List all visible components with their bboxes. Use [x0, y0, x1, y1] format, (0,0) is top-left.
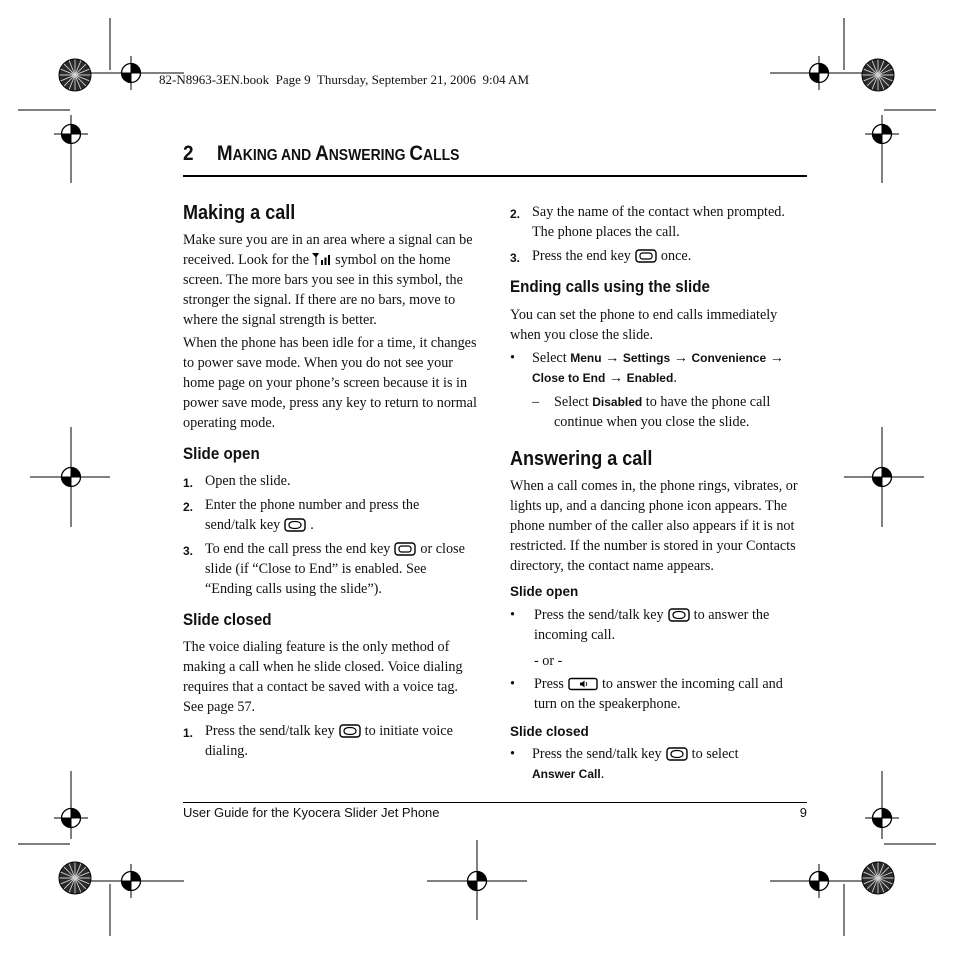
file-info-header: 82-N8963-3EN.book Page 9 Thursday, September 21, 2006 9:04 AM	[159, 72, 530, 87]
speaker-key-icon	[568, 677, 598, 691]
footer-page-number: 9	[799, 805, 807, 820]
end-key-icon	[635, 249, 657, 263]
footer-rule	[183, 802, 807, 803]
chapter-title-part: M	[216, 142, 233, 165]
step-text: or close slide (if “Close to End” is enabled. See “Ending calls using the slide”).	[205, 541, 465, 597]
step-text: Select	[532, 350, 567, 366]
step-text: Press the send/talk key	[534, 607, 664, 623]
send-talk-key-icon	[339, 724, 361, 738]
step-text: to select	[691, 746, 739, 762]
paragraph-text: Make sure you are in an area where a signal can be received. Look for the	[183, 232, 473, 268]
arrow-glyph: →	[608, 370, 624, 386]
answer-slide-open-heading: Slide open	[510, 584, 579, 599]
making-call-paragraph-2: When the phone has been idle for a time, it changes to power save mode. When you do not see your home page on your phone’s screen because it is in power save mode, press any key to return to normal operating mode.	[183, 335, 477, 431]
slide-open-step-3	[183, 539, 481, 599]
chapter-rule	[183, 175, 807, 177]
dash-glyph: –	[532, 394, 540, 410]
send-talk-key-icon	[284, 518, 306, 532]
step-text: .	[673, 370, 677, 386]
step-number: 1.	[183, 726, 194, 740]
answer-slide-closed-heading: Slide closed	[510, 724, 589, 739]
step-text: Press the send/talk key	[205, 723, 335, 739]
chapter-title-part: C	[409, 142, 423, 165]
menu-path-item: Disabled	[592, 395, 643, 409]
send-talk-key-icon	[668, 608, 690, 622]
paragraph-text: symbol on the home screen. The more bars you see in this symbol, the stronger the signal. If there are no bars, move to where the signal strength is better.	[183, 252, 463, 328]
bullet-glyph: •	[510, 746, 515, 762]
step-text: .	[310, 517, 314, 533]
or-separator: - or -	[534, 653, 563, 669]
slide-closed-step-1	[183, 721, 481, 761]
step-text: Press the send/talk key	[532, 746, 662, 762]
step-text: Say the name of the contact when prompted. The phone places the call.	[532, 204, 785, 240]
send-talk-key-icon	[666, 747, 688, 761]
bullet-glyph: •	[510, 676, 515, 692]
menu-path-item: Settings	[622, 351, 671, 365]
slide-open-step-2	[183, 495, 481, 535]
arrow-glyph: →	[769, 350, 784, 366]
step-number: 3.	[183, 544, 194, 558]
step-text: To end the call press the end key	[205, 541, 391, 557]
arrow-glyph: →	[605, 350, 620, 366]
answering-call-paragraph: When a call comes in, the phone rings, vibrates, or lights up, and a dancing phone icon appears. The phone number of the caller also appears if it is not restricted. If the number is stored in your Contacts directory, the contact name appears.	[510, 478, 798, 574]
footer-guide-title: User Guide for the Kyocera Slider Jet Phone	[183, 805, 440, 820]
menu-path-item: Convenience	[691, 351, 767, 365]
voice-step-3	[510, 246, 806, 266]
step-text: Select	[554, 394, 589, 410]
voice-step-2	[510, 202, 806, 242]
chapter-title-part: AKING AND	[232, 147, 316, 164]
slide-closed-paragraph: The voice dialing feature is the only method of making a call when he slide closed. Voice dialing requires that a contact be saved with a voice tag. See page 57.	[183, 639, 463, 715]
bullet-glyph: •	[510, 350, 515, 366]
step-number: 3.	[510, 251, 521, 265]
step-text: to answer the incoming call.	[534, 607, 770, 643]
step-text: Open the slide.	[205, 473, 291, 489]
step-text: .	[600, 766, 605, 782]
step-text: Press	[534, 676, 564, 692]
menu-path-item: Close to End	[532, 371, 606, 385]
bullet-glyph: •	[510, 607, 515, 623]
ending-calls-heading: Ending calls using the slide	[510, 278, 710, 296]
answer-slide-open-bullet-2	[510, 674, 806, 714]
ending-calls-bullet	[510, 348, 806, 388]
step-text: to initiate voice dialing.	[205, 723, 453, 759]
menu-path-item: Answer Call	[532, 767, 601, 781]
ending-calls-paragraph: You can set the phone to end calls immediately when you close the slide.	[510, 307, 778, 343]
menu-path-item: Menu	[570, 351, 602, 365]
answer-slide-open-bullet-1	[510, 605, 806, 645]
step-text: Press the end key	[532, 248, 631, 264]
slide-open-step-1	[183, 471, 481, 491]
making-call-heading: Making a call	[183, 201, 296, 224]
answer-slide-closed-bullet	[510, 744, 806, 784]
step-text: Enter the phone number and press the send/talk key	[205, 497, 420, 533]
step-number: 2.	[183, 500, 194, 514]
slide-open-heading: Slide open	[183, 445, 260, 463]
chapter-title-part: A	[315, 142, 329, 165]
ending-calls-subitem	[532, 392, 806, 432]
answering-call-heading: Answering a call	[510, 447, 653, 470]
signal-strength-icon	[312, 253, 332, 265]
chapter-number: 2	[183, 142, 194, 165]
arrow-glyph: →	[673, 350, 688, 366]
step-number: 1.	[183, 476, 194, 490]
step-text: to have the phone call continue when you close the slide.	[554, 394, 771, 430]
end-key-icon	[394, 542, 416, 556]
chapter-title-part: NSWERING	[328, 147, 410, 164]
making-call-paragraph-1	[183, 230, 481, 330]
step-text: once.	[660, 248, 692, 264]
step-text: to answer the incoming call and turn on the speakerphone.	[534, 676, 783, 712]
step-number: 2.	[510, 207, 521, 221]
chapter-title	[183, 142, 459, 166]
menu-path-item: Enabled	[626, 371, 674, 385]
chapter-title-part: ALLS	[422, 147, 460, 164]
slide-closed-heading: Slide closed	[183, 611, 272, 629]
